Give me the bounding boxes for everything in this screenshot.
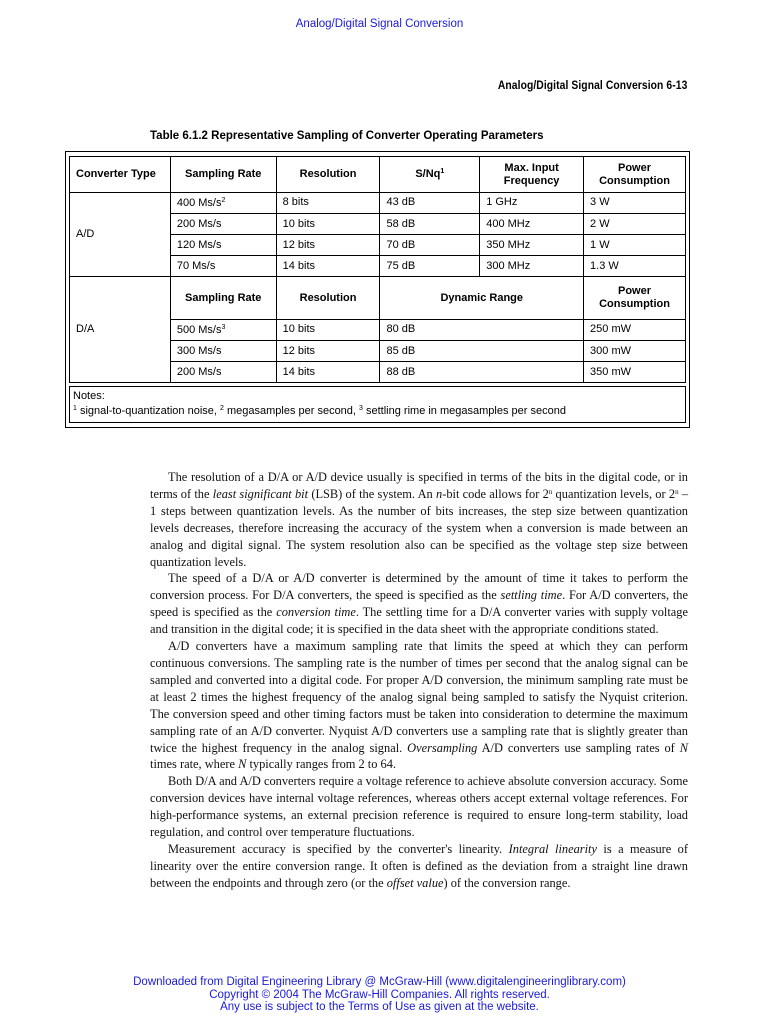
footer-download-link[interactable]: Downloaded from Digital Engineering Library @ McGraw-Hill (www.digitalengineeringlibrary.com) (133, 976, 626, 988)
paragraph-linearity: Measurement accuracy is specified by the converter's linearity. Integral linearity is a measure of linearity over the entire conversion range. It often is defined as the deviation from a straight line drawn between the endpoints and through zero (or the offset value) of the conversion range. (150, 841, 688, 890)
ad-label: A/D (70, 193, 171, 277)
footer-terms-link[interactable]: Any use is subject to the Terms of Use as given at the website. (220, 1001, 539, 1013)
header-sampling-rate: Sampling Rate (170, 277, 276, 320)
cell-max-input: 1 GHz (480, 193, 584, 214)
cell-power: 3 W (584, 193, 686, 214)
top-chapter-link[interactable]: Analog/Digital Signal Conversion (295, 18, 464, 30)
cell-dynamic-range: 80 dB (380, 320, 584, 341)
cell-rate: 120 Ms/s (170, 235, 276, 256)
cell-resolution: 12 bits (276, 235, 380, 256)
cell-snq: 43 dB (380, 193, 480, 214)
cell-resolution: 10 bits (276, 320, 380, 341)
header-power: Power Consumption (584, 157, 686, 193)
cell-dynamic-range: 85 dB (380, 341, 584, 362)
cell-power: 1.3 W (584, 256, 686, 277)
cell-resolution: 14 bits (276, 362, 380, 383)
parameters-table (69, 156, 686, 383)
table-notes (69, 386, 686, 423)
parameters-table-frame (65, 151, 690, 428)
paragraph-reference: Both D/A and A/D converters require a voltage reference to achieve absolute conversion accuracy. Some conversion devices have internal voltage references, whereas others accept external voltage references. For high-performance systems, an external precision reference is required to ensure long-term stability, load regulation, and control over temperature fluctuations. (150, 774, 688, 840)
header-snq: S/Nq$^1$ (380, 157, 480, 193)
header-dynamic-range: Dynamic Range (380, 277, 584, 320)
header-sampling-rate: Sampling Rate (170, 157, 276, 193)
header-resolution: Resolution (276, 157, 380, 193)
header-power: Power Consumption (584, 277, 686, 320)
cell-rate: 200 Ms/s (170, 214, 276, 235)
footer (0, 976, 759, 1014)
footer-copyright-link[interactable]: Copyright © 2004 The McGraw-Hill Companies. All rights reserved. (209, 988, 550, 1001)
cell-resolution: 14 bits (276, 256, 380, 277)
cell-rate: 500 $Ms/s^3$ (170, 320, 276, 341)
notes-label: Notes: (73, 390, 105, 402)
running-head: Analog/Digital Signal Conversion 6-13 (497, 78, 687, 92)
body-text (150, 469, 688, 892)
cell-rate: 400 $Ms/s^2$ (170, 193, 276, 214)
notes-text: $^1$ signal-to-quantization noise, $^2$ megasamples per second, $^3$ settling rime in megasamples per second (73, 405, 566, 417)
cell-power: 2 W (584, 214, 686, 235)
cell-rate: 70 Ms/s (170, 256, 276, 277)
cell-resolution: 10 bits (276, 214, 380, 235)
cell-dynamic-range: 88 dB (380, 362, 584, 383)
header-converter-type: Converter Type (70, 157, 171, 193)
cell-power: 300 mW (584, 341, 686, 362)
paragraph-sampling: A/D converters have a maximum sampling rate that limits the speed at which they can perform continuous conversions. The sampling rate is the number of times per second that the analog signal can be sampled and converted into a digital code. For proper A/D conversion, the minimum sampling rate must be at least 2 times the highest frequency of the analog signal being sampled to satisfy the Nyquist criterion. The conversion speed and other timing factors must be taken into consideration to determine the maximum sampling rate of an A/D converter. Nyquist A/D converters use a sampling rate that is slightly greater than twice the highest frequency in the analog signal. Oversampling A/D converters use sampling rates of N times rate, where N typically ranges from 2 to 64. (150, 639, 688, 772)
cell-max-input: 300 MHz (480, 256, 584, 277)
cell-snq: 58 dB (380, 214, 480, 235)
header-max-input: Max. Input Frequency (480, 157, 584, 193)
cell-max-input: 350 MHz (480, 235, 584, 256)
cell-resolution: 8 bits (276, 193, 380, 214)
ad-header-row (70, 157, 686, 193)
cell-power: 1 W (584, 235, 686, 256)
cell-rate: 300 Ms/s (170, 341, 276, 362)
cell-power: 350 mW (584, 362, 686, 383)
table-caption: Table 6.1.2 Representative Sampling of Converter Operating Parameters (150, 130, 544, 142)
cell-snq: 70 dB (380, 235, 480, 256)
da-header-row (70, 277, 686, 320)
cell-snq: 75 dB (380, 256, 480, 277)
paragraph-speed: The speed of a D/A or A/D converter is determined by the amount of time it takes to perform the conversion process. For D/A converters, the speed is specified as the settling time. For A/D converters, the speed is specified as the conversion time. The settling time for a D/A converter varies with supply voltage and transition in the digital code; it is specified in the data sheet with the appropriate conditions stated. (150, 571, 688, 637)
cell-rate: 200 Ms/s (170, 362, 276, 383)
paragraph-resolution: The resolution of a D/A or A/D device usually is specified in terms of the bits in the digital code, or in terms of the least significant bit (LSB) of the system. An n-bit code allows for 2$^n$ quantization levels, or 2$^n$ – 1 steps between quantization levels. As the number of bits increases, the step size between quantization levels decreases, therefore increasing the accuracy of the system when a conversion is made between an analog and digital signal. The system resolution also can be specified as the voltage step size between quantization levels. (150, 470, 689, 569)
table-row (70, 193, 686, 214)
cell-power: 250 mW (584, 320, 686, 341)
cell-max-input: 400 MHz (480, 214, 584, 235)
header-resolution: Resolution (276, 277, 380, 320)
cell-resolution: 12 bits (276, 341, 380, 362)
da-label: D/A (70, 277, 171, 383)
